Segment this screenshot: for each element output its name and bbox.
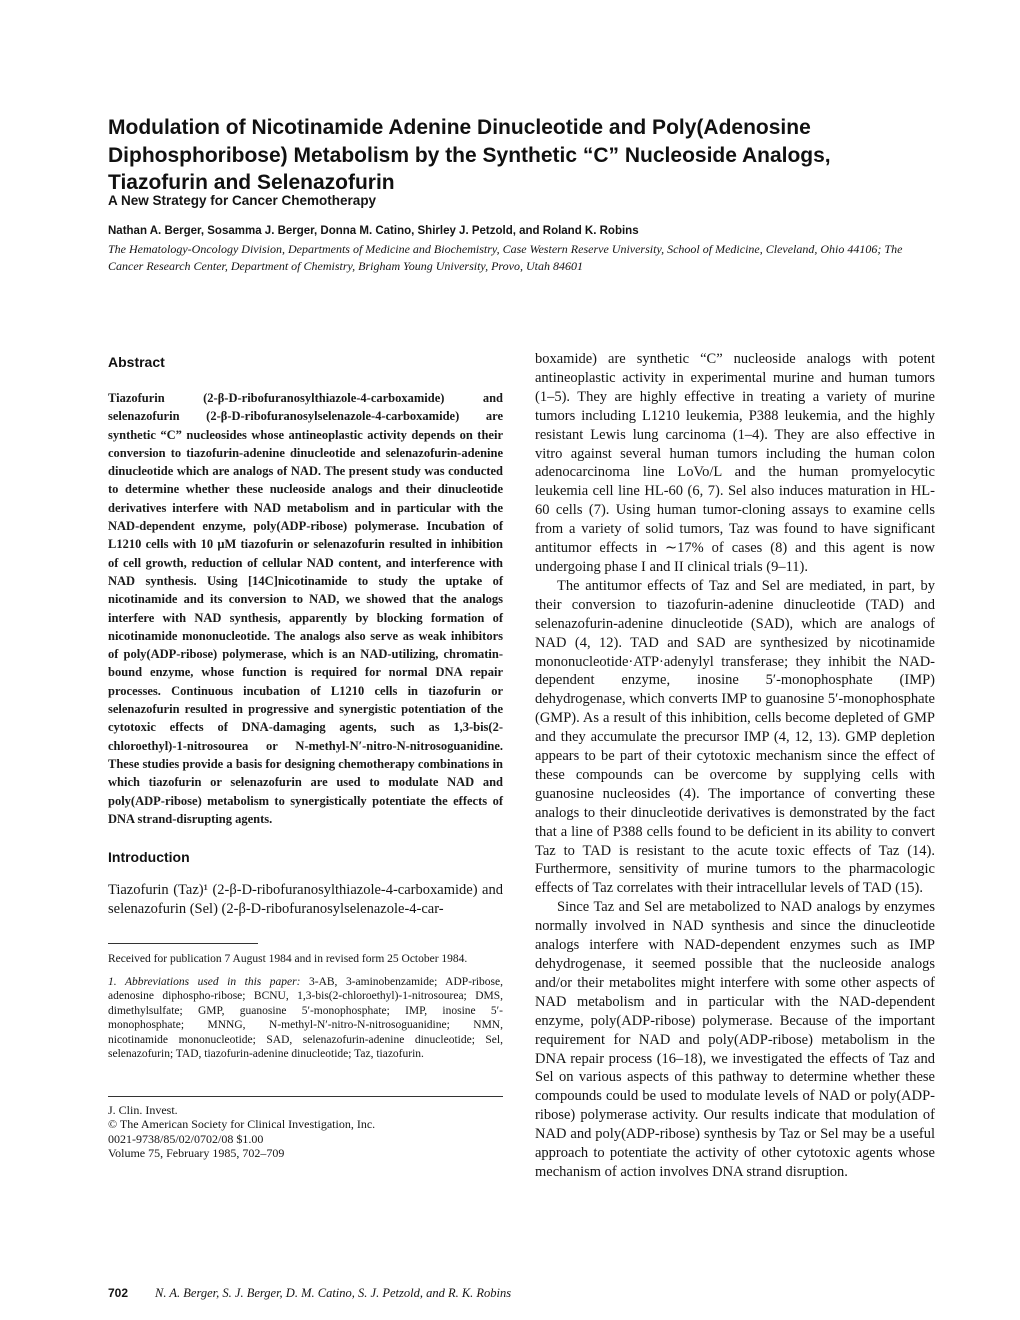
volume-line: Volume 75, February 1985, 702–709 — [108, 1146, 285, 1161]
introduction-paragraph: boxamide) are synthetic “C” nucleoside analogs with potent antineoplastic activity in experimental murine and human tumors (1–5). They are highly effective in treating a variety of murine tumors including L1210 leukemia, P388 leukemia, and the highly resistant Lewis lung carcinoma (1–4). They are also effective in vitro against several human tumors including the human colon adenocarcinoma line LoVo/L and the human promyelocytic leukemia cell line HL-60 (6, 7). Sel also induces maturation in HL-60 cells (7). Using human tumor-cloning assays to examine cells from a variety of solid tumors, Taz was found to have significant antitumor effects in ∼17% of cases (8) and this agent is now undergoing phase I and II clinical trials (9–11). — [535, 351, 935, 575]
copyright-line: © The American Society for Clinical Investigation, Inc. — [108, 1117, 376, 1132]
page-footer — [108, 1286, 511, 1301]
introduction-heading: Introduction — [108, 849, 190, 866]
abstract-body: Tiazofurin (2-β-D-ribofuranosylthiazole-4-carboxamide) and selenazofurin (2-β-D-ribofuranosylselenazole-4-carboxamide) are synthetic “C” nucleosides whose antineoplastic activity depends on their conversion to tiazofurin-adenine dinucleotide and selenazofurin-adenine dinucleotide which are analogs of NAD. The present study was conducted to determine whether these nucleoside analogs and their dinucleotide derivatives interfere with NAD metabolism and in particular with the NAD-dependent enzyme, poly(ADP-ribose) polymerase. Incubation of L1210 cells with 10 μM tiazofurin or selenazofurin resulted in inhibition of cell growth, reduction of cellular NAD content, and interference with NAD synthesis. Using [14C]nicotinamide to study the uptake of nicotinamide and its conversion to NAD, we showed that the analogs interfere with NAD synthesis, apparently by blocking formation of nicotinamide mononucleotide. The analogs also serve as weak inhibitors of poly(ADP-ribose) polymerase, which is an NAD-utilizing, chromatin-bound enzyme, whose function is required for normal DNA repair processes. Continuous incubation of L1210 cells in tiazofurin or selenazofurin resulted in progressive and synergistic potentiation of the cytotoxic effects of DNA-damaging agents, such as 1,3-bis(2-chloroethyl)-1-nitrosourea or N-methyl-N′-nitro-N-nitrosoguanidine. These studies provide a basis for designing chemotherapy combinations in which tiazofurin or selenazofurin are used to modulate NAD and poly(ADP-ribose) metabolism to synergistically potentiate the effects of DNA strand-disrupting agents. — [108, 391, 503, 826]
footnote-divider — [108, 943, 258, 944]
left-column — [108, 350, 503, 1161]
journal-name: J. Clin. Invest. — [108, 1102, 178, 1117]
issn-line: 0021-9738/85/02/0702/08 $1.00 — [108, 1131, 264, 1146]
author-affiliations: The Hematology-Oncology Division, Departments of Medicine and Biochemistry, Case Western Reserve University, School of Medicine, Cleveland, Ohio 44106; The Cancer Research Center, Department of Chemistry, Brigham Young University, Provo, Utah 84601 — [108, 242, 903, 273]
running-head: N. A. Berger, S. J. Berger, D. M. Catino, S. J. Petzold, and R. K. Robins — [155, 1286, 512, 1300]
introduction-body-start: Tiazofurin (Taz)¹ (2-β-D-ribofuranosylthiazole-4-carboxamide) and selenazofurin (Sel) (2-β-D-ribofuranosylselenazole-4-car- — [108, 882, 503, 918]
received-date-footnote: Received for publication 7 August 1984 and in revised form 25 October 1984. — [108, 953, 468, 966]
abbreviations-footnote — [108, 975, 503, 1062]
introduction-paragraph: Since Taz and Sel are metabolized to NAD analogs by enzymes normally involved in NAD synthesis and since the dinucleotide analogs interfere with NAD-dependent enzymes such as IMP dehydrogenase, it seemed possible that the nucleoside analogs and/or their metabolites might interfere with some other aspects of NAD metabolism and in particular with the NAD-dependent enzyme, poly(ADP-ribose) polymerase. Because of the important requirement for NAD and poly(ADP-ribose) metabolism in the DNA repair process (16–18), we investigated the effects of Taz and Sel on various aspects of this pathway to determine whether these compounds could be used to modulate levels of NAD or poly(ADP-ribose) polymerase activity. Our results indicate that modulation of NAD and poly(ADP-ribose) synthesis by Taz or Sel may be a useful approach to potentiate the activity of other cytotoxic agents whose mechanism of action involves DNA strand disruption. — [535, 899, 935, 1180]
abbreviations-label: 1. Abbreviations used in this paper: — [108, 975, 301, 988]
abstract-heading: Abstract — [108, 354, 165, 370]
page-number: 702 — [108, 1286, 129, 1300]
right-column — [535, 350, 935, 1182]
article-title: Modulation of Nicotinamide Adenine Dinucleotide and Poly(Adenosine Diphosphoribose) Metabolism by the Synthetic “C” Nucleoside Analogs, Tiazofurin and Selenazofurin — [108, 116, 831, 194]
introduction-paragraph: The antitumor effects of Taz and Sel are mediated, in part, by their conversion to tiazofurin-adenine dinucleotide (TAD) and selenazofurin-adenine dinucleotide (SAD), which are analogs of NAD (4, 12). TAD and SAD are synthesized by nicotinamide mononucleotide·ATP·adenylyl transferase; they inhibit the NAD-dependent enzyme, inosine 5′-monophosphate (IMP) dehydrogenase, which converts IMP to guanosine 5′-monophosphate (GMP). As a result of this inhibition, cells become depleted of GMP and they accumulate the precursor IMP (4, 12, 13). GMP depletion appears to be part of their cytotoxic mechanism since the effect of these compounds can be overcome by supplying cells with guanosine nucleosides (4). The importance of converting these analogs to their dinucleotide derivatives is demonstrated by the fact that a line of P388 cells found to be deficient in its ability to convert Taz to TAD is resistant to the acute toxic effects of Taz (14). Furthermore, sensitivity of murine tumors to the pharmacologic effects of Taz correlates with their intracellular levels of TAD (15). — [535, 577, 935, 897]
abbreviations-text: 3-AB, 3-aminobenzamide; ADP-ribose, adenosine diphospho-ribose; BCNU, 1,3-bis(2-chloroethyl)-1-nitrosourea; DMS, dimethylsulfate; GMP, guanosine 5′-monophosphate; IMP, inosine 5′-monophosphate; MNNG, N-methyl-N′-nitro-N-nitrosoguanidine; NMN, nicotinamide mononucleotide; SAD, selenazofurin-adenine dinucleotide; Sel, selenazofurin; TAD, tiazofurin-adenine dinucleotide; Taz, tiazofurin. — [108, 975, 503, 1061]
article-subtitle: A New Strategy for Cancer Chemotherapy — [108, 193, 377, 208]
journal-info — [108, 1096, 503, 1161]
author-list: Nathan A. Berger, Sosamma J. Berger, Donna M. Catino, Shirley J. Petzold, and Roland K. Robins — [108, 225, 639, 237]
